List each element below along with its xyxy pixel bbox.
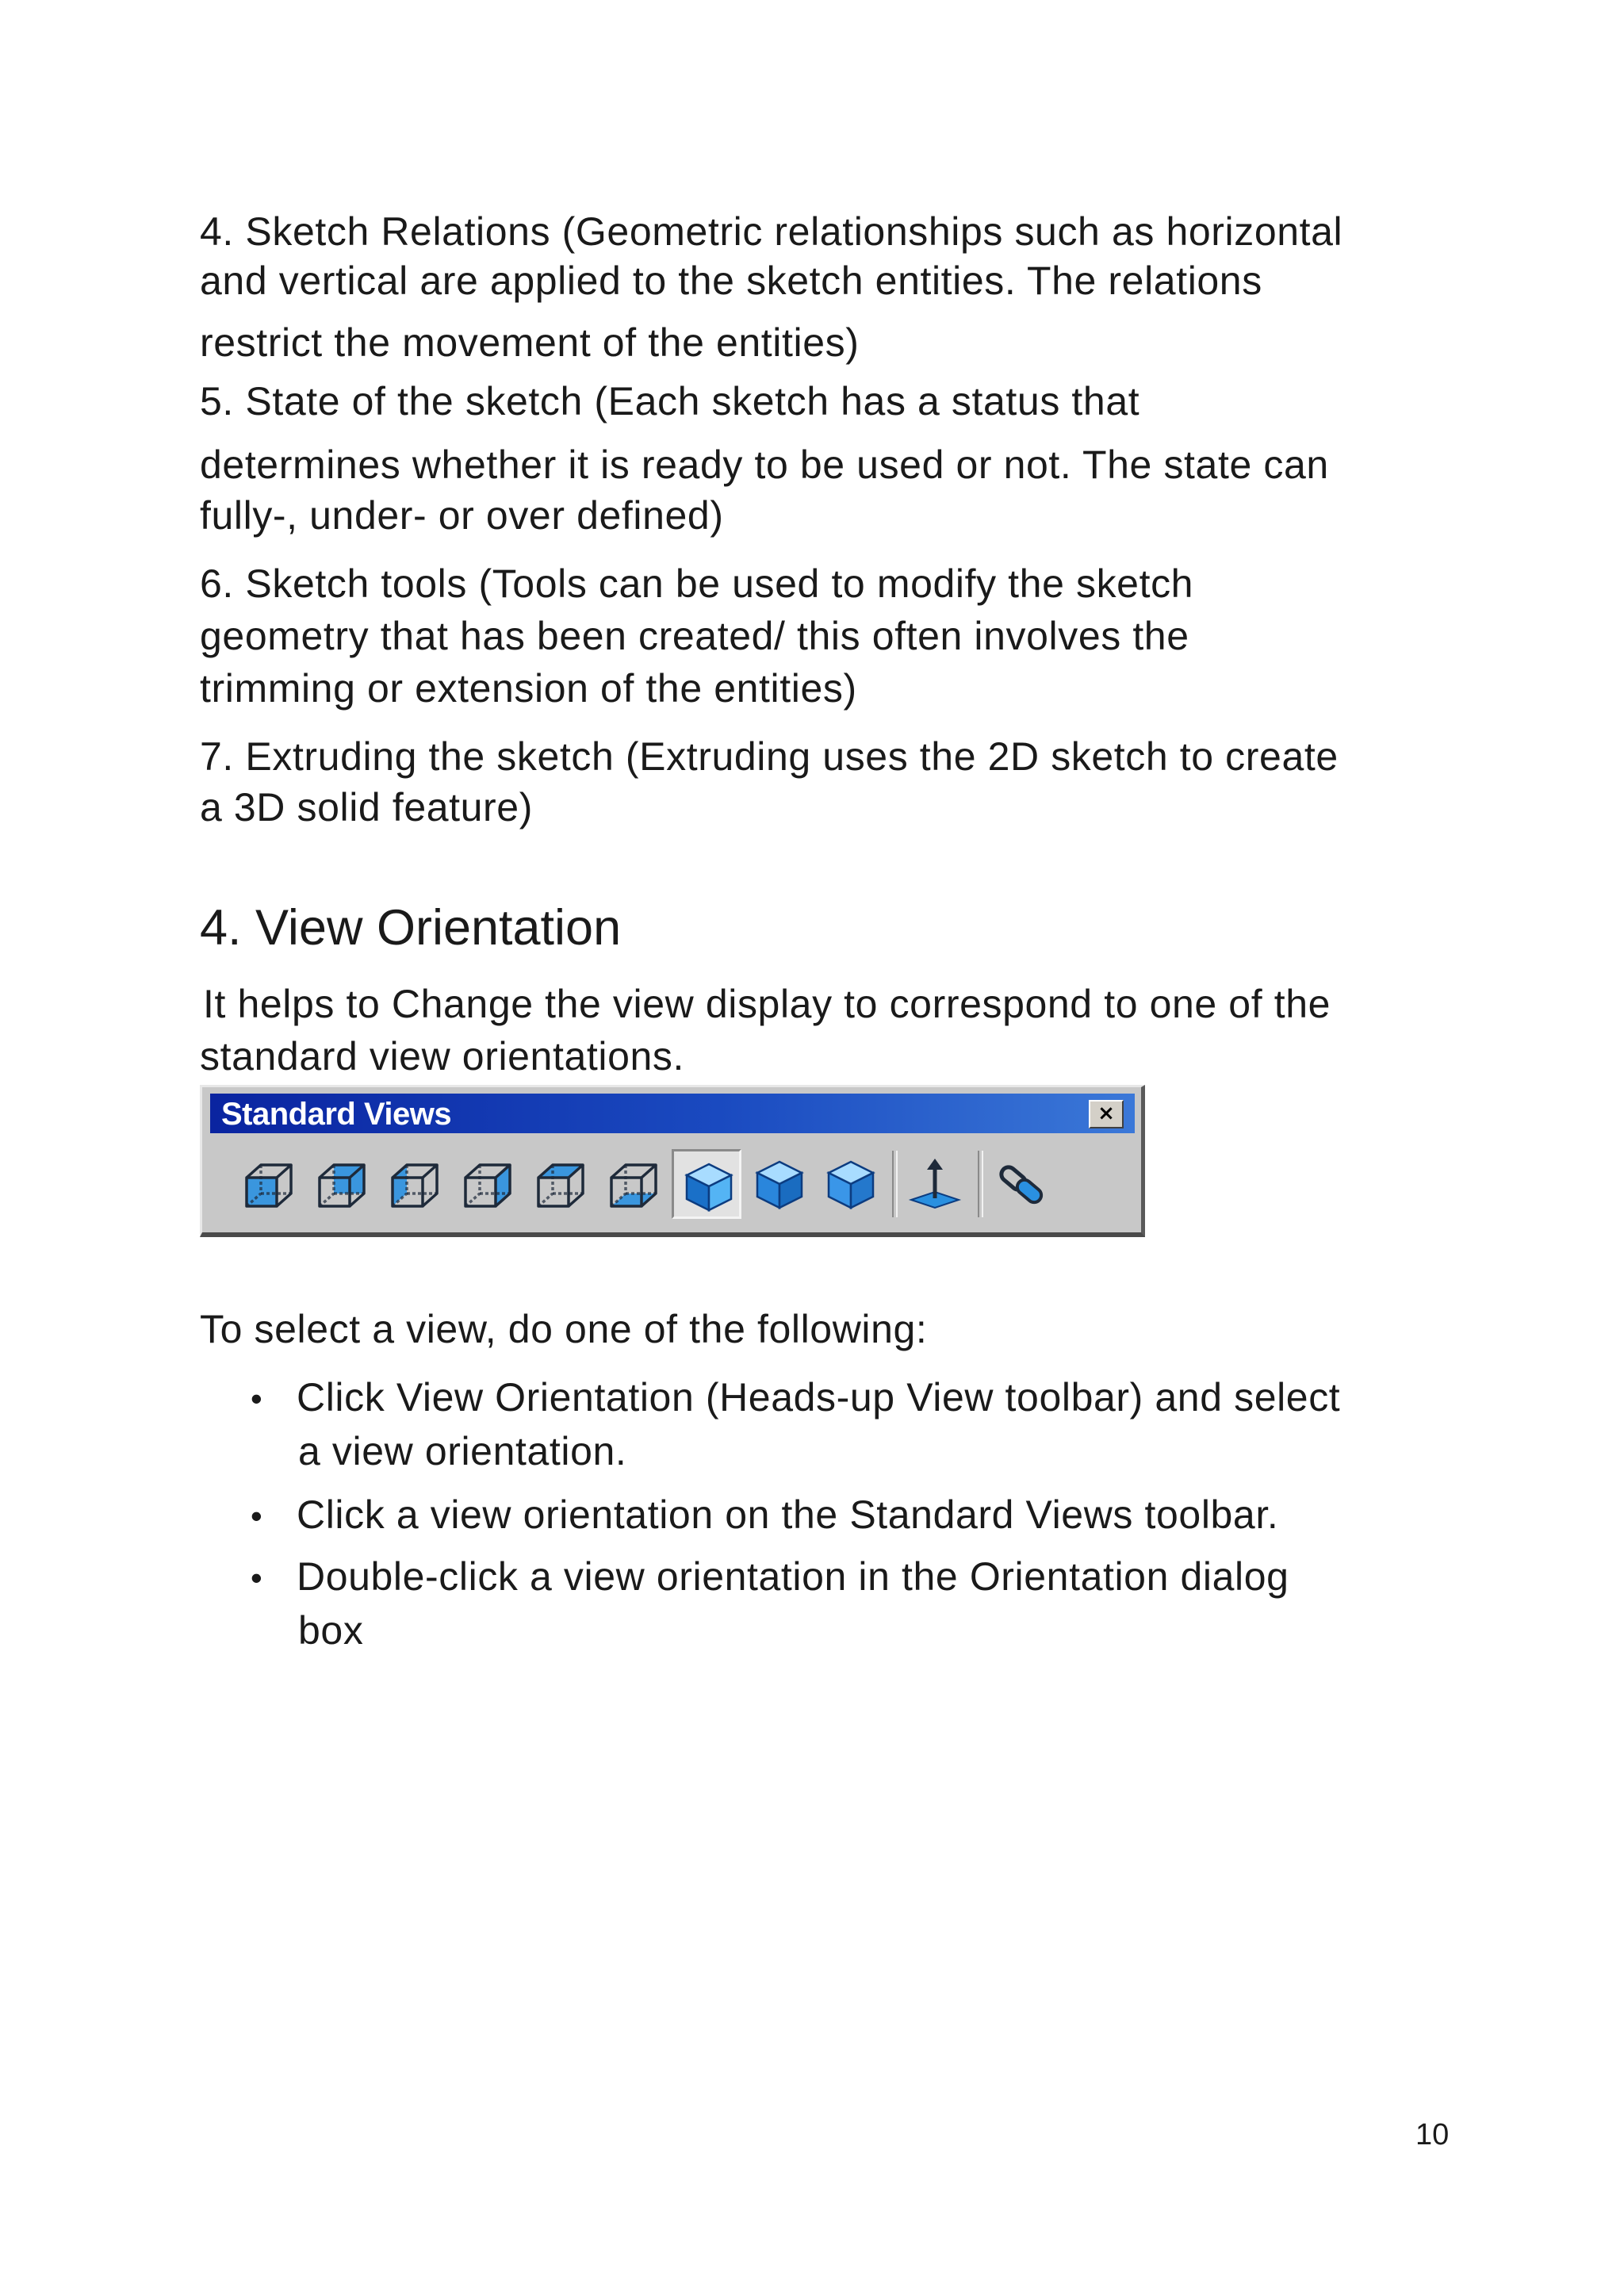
section-heading: 4. View Orientation [200,900,622,956]
bullet-line: a view orientation. [298,1429,627,1473]
toolbar-button[interactable] [234,1149,304,1219]
toolbar-title: Standard Views [221,1097,452,1132]
paragraph-line: geometry that has been created/ this often involves the [200,614,1189,658]
toolbar-separator [892,1151,898,1217]
section-intro-line: It helps to Change the view display to correspond to one of the [203,982,1331,1026]
toolbar-button[interactable] [816,1149,886,1219]
paragraph-line: fully-, under- or over defined) [200,493,724,538]
bullet-line: Click View Orientation (Heads-up View toolbar) and select [297,1375,1341,1420]
section-intro-line: standard view orientations. [200,1034,684,1079]
paragraph-line: determines whether it is ready to be used or not. The state can [200,443,1329,487]
close-icon: × [1097,1102,1115,1125]
toolbar-separator [978,1151,983,1217]
bullet-line: box [298,1608,364,1653]
paragraph-line: 6. Sketch tools (Tools can be used to modify the sketch [200,561,1194,606]
toolbar-button[interactable] [380,1149,450,1219]
bullet-symbol: • [251,1380,262,1417]
toolbar-button[interactable] [599,1149,668,1219]
toolbar-button[interactable] [987,1149,1057,1219]
bullet-symbol: • [251,1497,262,1534]
bullet-line: Click a view orientation on the Standard Views toolbar. [297,1492,1279,1537]
toolbar-button[interactable] [526,1149,596,1219]
close-button[interactable] [1089,1100,1124,1128]
bullet-line: Double-click a view orientation in the Orientation dialog [297,1554,1289,1599]
toolbar-button[interactable] [900,1149,970,1219]
toolbar-title-bar [210,1094,1135,1133]
page-number: 10 [1415,2118,1450,2151]
paragraph-line: trimming or extension of the entities) [200,666,857,711]
toolbar-button[interactable] [307,1149,377,1219]
standard-views-toolbar [200,1085,1145,1237]
toolbar-button[interactable] [453,1149,523,1219]
paragraph-line: 4. Sketch Relations (Geometric relationships such as horizontal [200,209,1343,254]
paragraph-line: 7. Extruding the sketch (Extruding uses the 2D sketch to create [200,734,1339,779]
toolbar-button[interactable] [745,1149,814,1219]
paragraph-line: restrict the movement of the entities) [200,320,860,365]
paragraph-line: and vertical are applied to the sketch entities. The relations [200,259,1262,303]
bullet-symbol: • [251,1559,262,1596]
paragraph-line: 5. State of the sketch (Each sketch has a status that [200,379,1140,423]
paragraph-line: a 3D solid feature) [200,785,533,829]
toolbar-button[interactable] [672,1149,741,1219]
instructions-lead: To select a view, do one of the following: [200,1307,928,1351]
